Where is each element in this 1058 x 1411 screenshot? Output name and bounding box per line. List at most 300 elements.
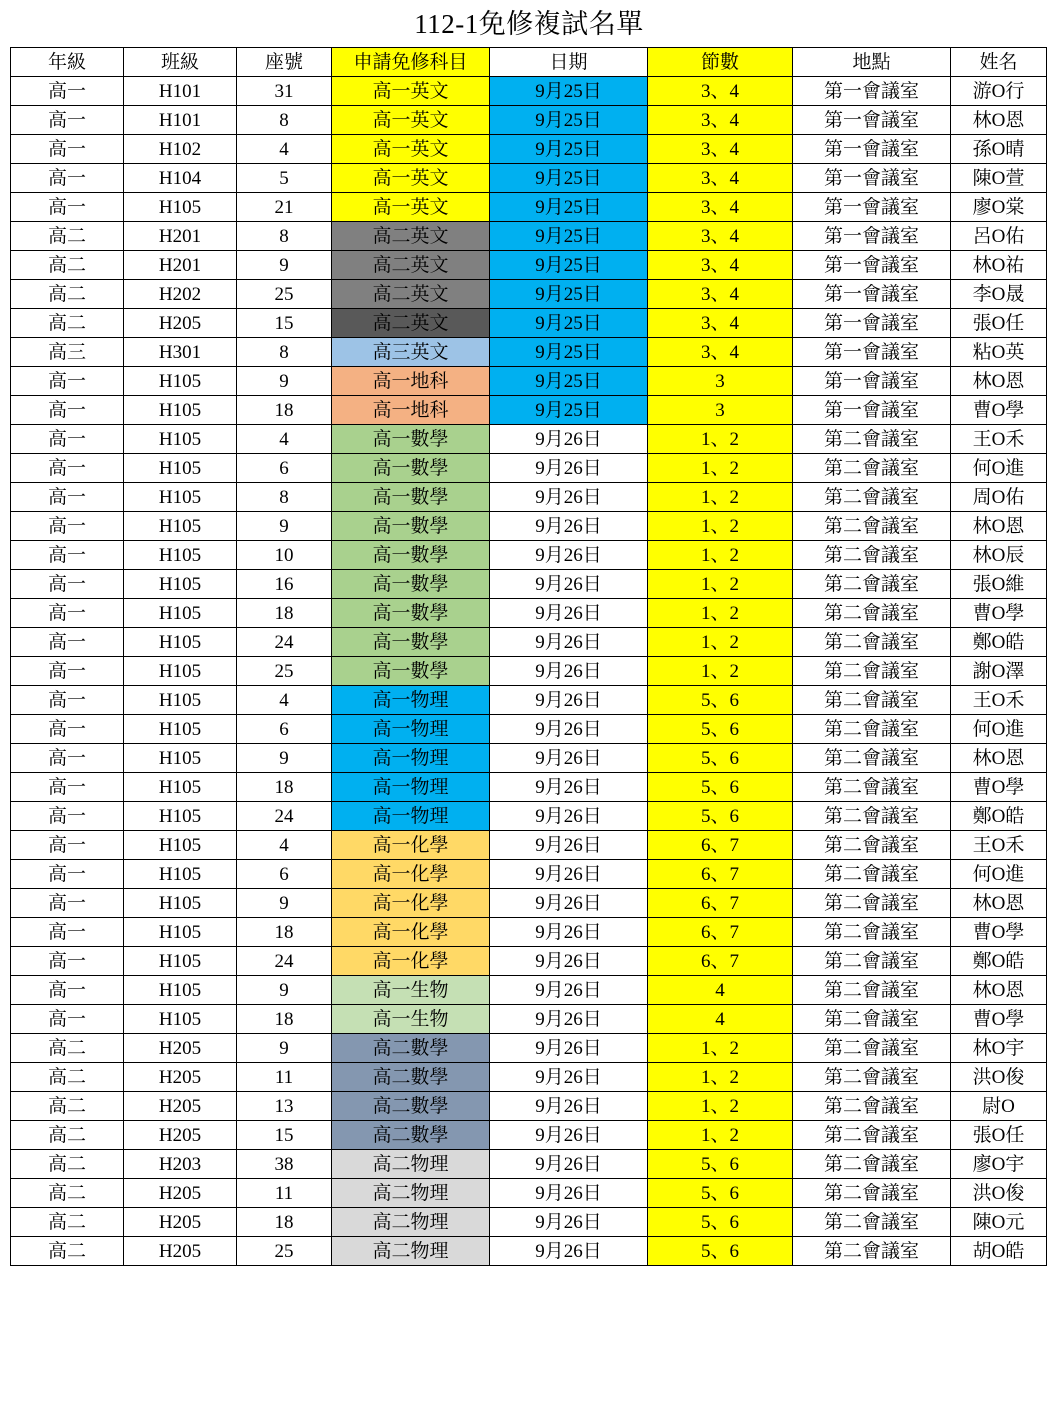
- cell-date: 9月26日: [490, 1092, 648, 1121]
- cell-class: H105: [124, 541, 237, 570]
- cell-grade: 高一: [11, 396, 124, 425]
- cell-date: 9月25日: [490, 222, 648, 251]
- cell-date: 9月26日: [490, 1179, 648, 1208]
- cell-place: 第二會議室: [793, 918, 951, 947]
- table-header: [11, 48, 1047, 77]
- table-row: [11, 1092, 1047, 1121]
- cell-class: H104: [124, 164, 237, 193]
- cell-class: H205: [124, 1237, 237, 1266]
- table-row: [11, 1034, 1047, 1063]
- cell-subject: 高二英文: [332, 251, 490, 280]
- cell-subject: 高一數學: [332, 454, 490, 483]
- cell-subject: 高二物理: [332, 1237, 490, 1266]
- cell-class: H105: [124, 715, 237, 744]
- cell-period: 3: [648, 367, 793, 396]
- cell-place: 第一會議室: [793, 367, 951, 396]
- cell-subject: 高一英文: [332, 135, 490, 164]
- cell-name: 廖O宇: [951, 1150, 1047, 1179]
- table-row: [11, 280, 1047, 309]
- cell-subject: 高二數學: [332, 1121, 490, 1150]
- cell-name: 胡O皓: [951, 1237, 1047, 1266]
- cell-subject: 高一數學: [332, 425, 490, 454]
- table-row: [11, 454, 1047, 483]
- table-row: [11, 106, 1047, 135]
- cell-class: H105: [124, 396, 237, 425]
- cell-place: 第一會議室: [793, 164, 951, 193]
- cell-place: 第一會議室: [793, 251, 951, 280]
- cell-name: 周O佑: [951, 483, 1047, 512]
- cell-seat: 18: [237, 599, 332, 628]
- cell-place: 第二會議室: [793, 1005, 951, 1034]
- cell-period: 5、6: [648, 686, 793, 715]
- cell-class: H205: [124, 1121, 237, 1150]
- table-row: [11, 976, 1047, 1005]
- cell-class: H105: [124, 744, 237, 773]
- cell-class: H105: [124, 773, 237, 802]
- cell-seat: 24: [237, 802, 332, 831]
- cell-place: 第一會議室: [793, 309, 951, 338]
- cell-period: 1、2: [648, 483, 793, 512]
- cell-subject: 高三英文: [332, 338, 490, 367]
- cell-name: 曹O學: [951, 396, 1047, 425]
- cell-date: 9月26日: [490, 1121, 648, 1150]
- cell-subject: 高二英文: [332, 280, 490, 309]
- cell-date: 9月25日: [490, 338, 648, 367]
- cell-name: 張O任: [951, 309, 1047, 338]
- cell-place: 第二會議室: [793, 831, 951, 860]
- cell-seat: 8: [237, 338, 332, 367]
- cell-date: 9月26日: [490, 744, 648, 773]
- cell-place: 第一會議室: [793, 280, 951, 309]
- cell-period: 5、6: [648, 744, 793, 773]
- cell-class: H105: [124, 1005, 237, 1034]
- cell-subject: 高一地科: [332, 367, 490, 396]
- column-header-subject: 申請免修科目: [332, 48, 490, 77]
- cell-date: 9月25日: [490, 135, 648, 164]
- table-row: [11, 541, 1047, 570]
- cell-name: 林O恩: [951, 744, 1047, 773]
- cell-name: 王O禾: [951, 686, 1047, 715]
- cell-place: 第二會議室: [793, 1034, 951, 1063]
- cell-place: 第二會議室: [793, 860, 951, 889]
- cell-place: 第二會議室: [793, 715, 951, 744]
- table-row: [11, 947, 1047, 976]
- cell-date: 9月26日: [490, 570, 648, 599]
- cell-place: 第二會議室: [793, 947, 951, 976]
- cell-grade: 高一: [11, 77, 124, 106]
- cell-date: 9月26日: [490, 1237, 648, 1266]
- cell-grade: 高二: [11, 1179, 124, 1208]
- cell-date: 9月26日: [490, 628, 648, 657]
- cell-name: 李O晟: [951, 280, 1047, 309]
- cell-subject: 高一數學: [332, 512, 490, 541]
- cell-subject: 高一數學: [332, 541, 490, 570]
- cell-grade: 高一: [11, 454, 124, 483]
- column-header-grade: 年級: [11, 48, 124, 77]
- cell-period: 3、4: [648, 164, 793, 193]
- cell-seat: 4: [237, 135, 332, 164]
- table-row: [11, 918, 1047, 947]
- cell-period: 3、4: [648, 135, 793, 164]
- cell-period: 1、2: [648, 1092, 793, 1121]
- cell-date: 9月26日: [490, 1208, 648, 1237]
- cell-date: 9月25日: [490, 280, 648, 309]
- cell-class: H205: [124, 1208, 237, 1237]
- cell-name: 何O進: [951, 454, 1047, 483]
- cell-name: 林O恩: [951, 106, 1047, 135]
- cell-subject: 高二物理: [332, 1208, 490, 1237]
- cell-place: 第二會議室: [793, 889, 951, 918]
- table-row: [11, 773, 1047, 802]
- table-row: [11, 570, 1047, 599]
- table-row: [11, 367, 1047, 396]
- cell-date: 9月25日: [490, 164, 648, 193]
- cell-name: 張O維: [951, 570, 1047, 599]
- cell-grade: 高一: [11, 657, 124, 686]
- cell-class: H205: [124, 1092, 237, 1121]
- cell-period: 5、6: [648, 773, 793, 802]
- table-row: [11, 164, 1047, 193]
- cell-grade: 高二: [11, 1208, 124, 1237]
- cell-seat: 15: [237, 1121, 332, 1150]
- cell-date: 9月26日: [490, 1150, 648, 1179]
- cell-subject: 高一數學: [332, 483, 490, 512]
- cell-grade: 高一: [11, 570, 124, 599]
- cell-seat: 4: [237, 686, 332, 715]
- cell-period: 6、7: [648, 947, 793, 976]
- table-row: [11, 135, 1047, 164]
- cell-seat: 38: [237, 1150, 332, 1179]
- table-row: [11, 1150, 1047, 1179]
- cell-period: 3、4: [648, 280, 793, 309]
- table-row: [11, 425, 1047, 454]
- cell-period: 1、2: [648, 1034, 793, 1063]
- table-row: [11, 1208, 1047, 1237]
- cell-subject: 高一英文: [332, 193, 490, 222]
- cell-name: 林O辰: [951, 541, 1047, 570]
- cell-subject: 高一數學: [332, 657, 490, 686]
- cell-subject: 高一數學: [332, 570, 490, 599]
- cell-subject: 高二數學: [332, 1063, 490, 1092]
- cell-date: 9月25日: [490, 106, 648, 135]
- cell-class: H105: [124, 425, 237, 454]
- cell-seat: 8: [237, 106, 332, 135]
- table-row: [11, 802, 1047, 831]
- cell-seat: 11: [237, 1179, 332, 1208]
- column-header-period: 節數: [648, 48, 793, 77]
- cell-period: 3、4: [648, 77, 793, 106]
- table-row: [11, 512, 1047, 541]
- cell-place: 第二會議室: [793, 599, 951, 628]
- cell-seat: 24: [237, 628, 332, 657]
- cell-grade: 高一: [11, 164, 124, 193]
- cell-name: 曹O學: [951, 1005, 1047, 1034]
- cell-grade: 高一: [11, 686, 124, 715]
- cell-date: 9月25日: [490, 309, 648, 338]
- cell-subject: 高一數學: [332, 628, 490, 657]
- cell-seat: 18: [237, 773, 332, 802]
- table-row: [11, 193, 1047, 222]
- cell-class: H301: [124, 338, 237, 367]
- table-row: [11, 77, 1047, 106]
- cell-subject: 高一化學: [332, 947, 490, 976]
- cell-place: 第二會議室: [793, 454, 951, 483]
- cell-period: 3、4: [648, 222, 793, 251]
- cell-seat: 15: [237, 309, 332, 338]
- cell-seat: 31: [237, 77, 332, 106]
- cell-period: 5、6: [648, 1237, 793, 1266]
- cell-class: H105: [124, 193, 237, 222]
- cell-date: 9月26日: [490, 773, 648, 802]
- cell-period: 1、2: [648, 1063, 793, 1092]
- cell-subject: 高一地科: [332, 396, 490, 425]
- cell-class: H105: [124, 657, 237, 686]
- cell-seat: 11: [237, 1063, 332, 1092]
- cell-name: 呂O佑: [951, 222, 1047, 251]
- cell-class: H105: [124, 976, 237, 1005]
- cell-date: 9月26日: [490, 454, 648, 483]
- cell-class: H205: [124, 309, 237, 338]
- cell-date: 9月26日: [490, 831, 648, 860]
- column-header-name: 姓名: [951, 48, 1047, 77]
- table-row: [11, 1121, 1047, 1150]
- cell-seat: 9: [237, 251, 332, 280]
- cell-seat: 18: [237, 1208, 332, 1237]
- cell-subject: 高一物理: [332, 802, 490, 831]
- cell-seat: 9: [237, 976, 332, 1005]
- cell-place: 第二會議室: [793, 628, 951, 657]
- cell-grade: 高二: [11, 1150, 124, 1179]
- cell-grade: 高一: [11, 1005, 124, 1034]
- cell-seat: 6: [237, 454, 332, 483]
- cell-date: 9月26日: [490, 1005, 648, 1034]
- cell-seat: 4: [237, 425, 332, 454]
- cell-grade: 高一: [11, 599, 124, 628]
- cell-name: 王O禾: [951, 425, 1047, 454]
- cell-date: 9月26日: [490, 1063, 648, 1092]
- cell-grade: 高一: [11, 106, 124, 135]
- cell-place: 第二會議室: [793, 976, 951, 1005]
- cell-period: 6、7: [648, 918, 793, 947]
- cell-place: 第二會議室: [793, 1237, 951, 1266]
- table-row: [11, 657, 1047, 686]
- cell-period: 3、4: [648, 338, 793, 367]
- cell-class: H105: [124, 599, 237, 628]
- cell-seat: 6: [237, 860, 332, 889]
- cell-class: H105: [124, 947, 237, 976]
- table-row: [11, 1179, 1047, 1208]
- cell-grade: 高一: [11, 947, 124, 976]
- cell-name: 粘O英: [951, 338, 1047, 367]
- cell-class: H105: [124, 802, 237, 831]
- cell-place: 第二會議室: [793, 425, 951, 454]
- cell-name: 林O恩: [951, 889, 1047, 918]
- cell-subject: 高一生物: [332, 976, 490, 1005]
- cell-date: 9月25日: [490, 251, 648, 280]
- cell-name: 陳O元: [951, 1208, 1047, 1237]
- cell-period: 5、6: [648, 1179, 793, 1208]
- cell-date: 9月26日: [490, 1034, 648, 1063]
- column-header-class: 班級: [124, 48, 237, 77]
- cell-name: 曹O學: [951, 599, 1047, 628]
- cell-grade: 高一: [11, 773, 124, 802]
- cell-grade: 高一: [11, 628, 124, 657]
- cell-period: 1、2: [648, 570, 793, 599]
- cell-name: 尉O: [951, 1092, 1047, 1121]
- cell-subject: 高二數學: [332, 1092, 490, 1121]
- cell-period: 6、7: [648, 860, 793, 889]
- table-row: [11, 599, 1047, 628]
- cell-grade: 高二: [11, 1121, 124, 1150]
- cell-subject: 高一數學: [332, 599, 490, 628]
- table-row: [11, 483, 1047, 512]
- cell-date: 9月25日: [490, 367, 648, 396]
- cell-name: 曹O學: [951, 773, 1047, 802]
- table-row: [11, 831, 1047, 860]
- cell-subject: 高一化學: [332, 831, 490, 860]
- cell-seat: 21: [237, 193, 332, 222]
- cell-grade: 高二: [11, 251, 124, 280]
- cell-period: 3、4: [648, 106, 793, 135]
- cell-subject: 高一英文: [332, 77, 490, 106]
- cell-place: 第二會議室: [793, 657, 951, 686]
- cell-period: 3: [648, 396, 793, 425]
- cell-seat: 18: [237, 396, 332, 425]
- cell-grade: 高一: [11, 860, 124, 889]
- cell-class: H101: [124, 106, 237, 135]
- cell-class: H102: [124, 135, 237, 164]
- cell-place: 第二會議室: [793, 686, 951, 715]
- cell-period: 1、2: [648, 657, 793, 686]
- cell-subject: 高一物理: [332, 773, 490, 802]
- cell-class: H105: [124, 454, 237, 483]
- cell-date: 9月26日: [490, 918, 648, 947]
- cell-seat: 10: [237, 541, 332, 570]
- cell-class: H105: [124, 831, 237, 860]
- cell-place: 第二會議室: [793, 570, 951, 599]
- table-row: [11, 251, 1047, 280]
- cell-subject: 高二物理: [332, 1150, 490, 1179]
- cell-name: 洪O俊: [951, 1179, 1047, 1208]
- cell-place: 第一會議室: [793, 396, 951, 425]
- cell-period: 4: [648, 976, 793, 1005]
- cell-name: 鄭O皓: [951, 947, 1047, 976]
- cell-name: 鄭O皓: [951, 802, 1047, 831]
- cell-grade: 高一: [11, 367, 124, 396]
- cell-date: 9月26日: [490, 425, 648, 454]
- cell-date: 9月26日: [490, 889, 648, 918]
- cell-class: H201: [124, 251, 237, 280]
- cell-class: H205: [124, 1179, 237, 1208]
- cell-seat: 13: [237, 1092, 332, 1121]
- cell-subject: 高二數學: [332, 1034, 490, 1063]
- cell-grade: 高一: [11, 918, 124, 947]
- cell-date: 9月26日: [490, 686, 648, 715]
- cell-place: 第一會議室: [793, 77, 951, 106]
- cell-period: 1、2: [648, 628, 793, 657]
- cell-subject: 高二英文: [332, 222, 490, 251]
- table-row: [11, 715, 1047, 744]
- cell-name: 曹O學: [951, 918, 1047, 947]
- cell-period: 1、2: [648, 425, 793, 454]
- cell-class: H105: [124, 483, 237, 512]
- cell-grade: 高一: [11, 715, 124, 744]
- cell-name: 王O禾: [951, 831, 1047, 860]
- cell-seat: 16: [237, 570, 332, 599]
- table-row: [11, 744, 1047, 773]
- cell-grade: 高三: [11, 338, 124, 367]
- cell-grade: 高一: [11, 541, 124, 570]
- cell-seat: 24: [237, 947, 332, 976]
- cell-period: 3、4: [648, 309, 793, 338]
- cell-place: 第二會議室: [793, 744, 951, 773]
- cell-seat: 9: [237, 512, 332, 541]
- cell-place: 第二會議室: [793, 1121, 951, 1150]
- cell-period: 3、4: [648, 193, 793, 222]
- cell-grade: 高一: [11, 976, 124, 1005]
- cell-subject: 高二英文: [332, 309, 490, 338]
- cell-subject: 高二物理: [332, 1179, 490, 1208]
- cell-name: 何O進: [951, 715, 1047, 744]
- cell-place: 第二會議室: [793, 802, 951, 831]
- cell-seat: 18: [237, 1005, 332, 1034]
- cell-seat: 25: [237, 657, 332, 686]
- table-row: [11, 309, 1047, 338]
- cell-grade: 高一: [11, 802, 124, 831]
- cell-class: H105: [124, 686, 237, 715]
- cell-subject: 高一化學: [332, 918, 490, 947]
- cell-period: 5、6: [648, 1208, 793, 1237]
- cell-grade: 高二: [11, 309, 124, 338]
- cell-class: H105: [124, 628, 237, 657]
- cell-period: 1、2: [648, 541, 793, 570]
- cell-name: 廖O棠: [951, 193, 1047, 222]
- cell-seat: 25: [237, 1237, 332, 1266]
- cell-subject: 高一物理: [332, 715, 490, 744]
- cell-place: 第二會議室: [793, 1092, 951, 1121]
- cell-grade: 高二: [11, 1034, 124, 1063]
- cell-grade: 高一: [11, 744, 124, 773]
- cell-name: 洪O俊: [951, 1063, 1047, 1092]
- cell-class: H105: [124, 367, 237, 396]
- cell-grade: 高一: [11, 889, 124, 918]
- cell-date: 9月26日: [490, 715, 648, 744]
- cell-name: 林O恩: [951, 512, 1047, 541]
- cell-subject: 高一生物: [332, 1005, 490, 1034]
- cell-date: 9月26日: [490, 860, 648, 889]
- cell-period: 1、2: [648, 512, 793, 541]
- exemption-retest-table: [10, 47, 1047, 1266]
- cell-period: 6、7: [648, 889, 793, 918]
- cell-class: H105: [124, 860, 237, 889]
- cell-grade: 高二: [11, 222, 124, 251]
- cell-seat: 25: [237, 280, 332, 309]
- cell-place: 第二會議室: [793, 1063, 951, 1092]
- cell-period: 1、2: [648, 1121, 793, 1150]
- cell-grade: 高二: [11, 280, 124, 309]
- column-header-seat: 座號: [237, 48, 332, 77]
- cell-seat: 6: [237, 715, 332, 744]
- cell-name: 鄭O皓: [951, 628, 1047, 657]
- cell-period: 1、2: [648, 599, 793, 628]
- cell-place: 第一會議室: [793, 338, 951, 367]
- cell-period: 4: [648, 1005, 793, 1034]
- cell-name: 林O祐: [951, 251, 1047, 280]
- cell-grade: 高二: [11, 1092, 124, 1121]
- cell-class: H205: [124, 1034, 237, 1063]
- cell-place: 第一會議室: [793, 135, 951, 164]
- table-row: [11, 222, 1047, 251]
